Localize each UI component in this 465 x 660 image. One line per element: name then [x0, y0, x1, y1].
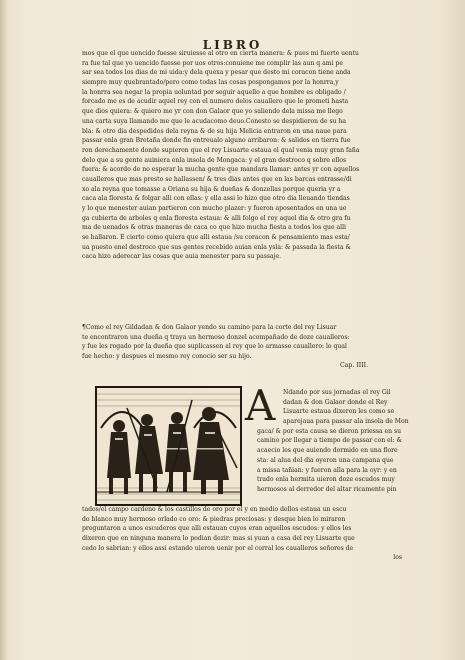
spine-shadow: [0, 0, 8, 660]
woodcut-illustration: [95, 386, 242, 506]
heading-line: fue hecho: y despues el mesmo rey conocio ser su hijo.: [82, 353, 252, 361]
text-line: trado enla hermita uieron doze escudos muy: [257, 476, 395, 484]
text-line: hermosos al derredor del altar ricamente pin: [257, 485, 397, 493]
text-line: tados/el campo cardeno & los castillos de oro por el y en medio dellos estaua un escu: [82, 506, 347, 513]
text-line: delo que a su gente auiniera enla insola de Mongaca: y el gran destroco q sobre ellos: [82, 156, 347, 164]
text-line: la honrra sea negar la propia uoluntad por seguir aquello a que hombre es obligado /: [82, 88, 346, 96]
text-line: sta: al alua del dia oyeron una campana que: [257, 456, 394, 464]
text-line: bla: & otro dia despedidos dela reyna & de su hija Melicia entraron en una naue para: [82, 127, 347, 135]
text-line: camino por llegar a tiempo de passar con el: &: [257, 437, 403, 445]
heading-line: y fue les rogado por la dueña que suplicassen al rey que lo armasse cauallero: lo qual: [82, 343, 347, 351]
text-line: dadan & don Galaor donde el Rey: [283, 398, 388, 406]
text-line: mos que el que uencido fuesse siruiesse al otro en cierta manera: & pues mi fuerte uentu: [82, 50, 359, 57]
text-line: ma de uenados & otras maneras de caca co que hizo mucha fiesta a todos los que alli: [82, 224, 346, 232]
heading-text: Como el rey Gildadan & don Galaor yendo su camino para la corte del rey Lisuar: [85, 324, 337, 331]
paragraph-4: [82, 505, 402, 563]
text-line: do blanco muy hermoso orlado co oro: & piedras preciosas: y desque bien lo miraron: [82, 515, 346, 523]
text-line: dixeron que en ninguna manera lo podian dezir: mas si yuan a casa del rey Lisuarte que: [82, 535, 355, 543]
paragraph-3: [257, 388, 409, 495]
catchword: los: [393, 554, 402, 562]
text-line: caca hizo aderecar las cosas que auia menester para su passaje.: [82, 253, 282, 261]
text-line: ga cubierta de arboles q enla floresta estaua: & alli folgo el rey aquel dia & otro gra fu: [82, 214, 351, 222]
chapter-heading: [82, 323, 402, 362]
text-line: forcado me es de acudir aquel rey con el numero delos cauallero que le prometi hasta: [82, 98, 349, 106]
text-line: a missa tañian: y fueron alla para la oyr: y en: [257, 466, 397, 474]
text-line: que dios quiera: & quiero me yr con don Galaor que yo saliendo dela missa me llego: [82, 108, 343, 116]
text-line: gaca/ & por esta causa se dieron priessa en su: [257, 427, 402, 435]
text-line: se hallaron. E cierto como quiera que alli estaua /su coracon & pensamiento mas esta/: [82, 234, 350, 242]
text-line: sar sea todos los dias de mi uida:y dela quexa y pesar que desto mi coracon tiene anda: [82, 69, 351, 77]
text-line: Lisuarte estaua dixeron les como se: [283, 408, 395, 416]
woodcut-image: [97, 388, 240, 504]
text-line: siempre muy quebrantado/pero como todas las cosas pospongamos por la honrra,y: [82, 79, 339, 87]
text-line: fuera: & acordo de no esperar la mucha gente que mandara llamar: antes yr con aquellos: [82, 166, 360, 174]
text-line: caualleros que mas presto se hallassen/ & tres dias antes que en las barcas entrasse/di: [82, 175, 352, 183]
heading-line: te encontraron una dueña q traya un hermoso donzel acompañado de doze caualleros:: [82, 333, 350, 341]
pilcrow-icon: ¶: [82, 324, 86, 331]
text-line: passar enla gran Bretaña donde fin entreualo alguno arribaron: & salidos en tierra fue: [82, 137, 351, 145]
text-line: Ndando por sus jornadas el rey Gil: [283, 389, 391, 396]
text-line: aparejaua para passar ala insola de Mon: [283, 418, 409, 426]
text-line: una carta suya llamando me que le acudacomo deuo.Conesto se despidieron de su ha: [82, 117, 347, 125]
text-line: ron derechamente donde supieron que el rey Lisuarte estaua el qual venia muy gran faña: [82, 146, 360, 154]
text-line: caca ala floresta & folgar alli con ellas: y ella assi lo hizo que otro dia lleuando tiendas: [82, 195, 350, 203]
text-line: cedo lo sabrian: y ellos assi estando uieron uenir por el corral los caualleros señores de: [82, 544, 354, 552]
drop-cap: A: [245, 381, 276, 430]
paragraph-1: [82, 49, 402, 262]
text-line: ra fue tal que yo uencido fuesse por uos otros:conuiene me complir las aun q ami pe: [82, 59, 343, 67]
heading-line: [82, 323, 402, 333]
running-header: LIBRO: [202, 38, 263, 52]
text-line: acaecio les que auiendo dormido en una flore: [257, 447, 398, 455]
chapter-label: Cap. IIII.: [340, 362, 369, 369]
text-line: xo ala reyna que tomasse a Oriana su hija & dueñas & donzellas porque queria yr a: [82, 185, 341, 193]
text-line: ua puesto enel destroco que sus gentes recebido auian enla ysla: & passada la fiesta &: [82, 243, 351, 251]
text-line: y lo que menester auian partieron con mucho plazer: y fueron aposentados en una ue: [82, 205, 347, 212]
text-line: preguntaron a unos escuderos que alli estauan cuyos eran aquellos escudos: y ellos les: [82, 525, 352, 533]
